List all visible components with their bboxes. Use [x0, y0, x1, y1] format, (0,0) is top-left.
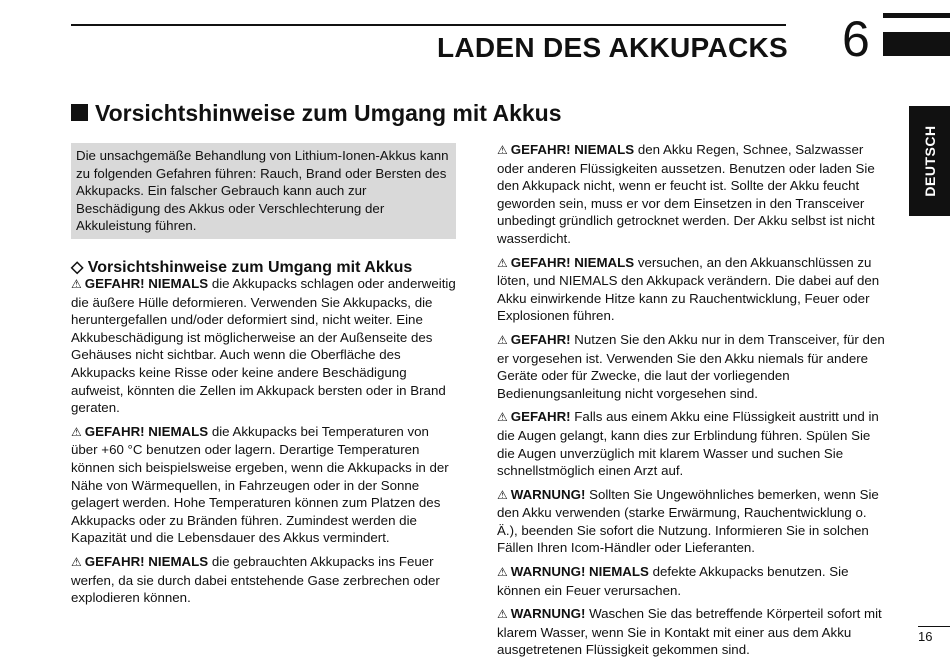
- warning-text: versuchen, an den Akkuanschlüssen zu löten, und NIEMALS den Akkupack verändern. Die dabei auf den Akku einwirkende Hitze kann zu Rauchentwicklung, Feuer oder Explosionen führen.: [497, 254, 880, 324]
- warning-text: die Akkupacks schlagen oder anderweitig die äußere Hülle deformieren. Verwenden Sie Akkupacks, die heruntergefallen und/oder deformiert sind, nicht weiter. Eine Akkubeschädigung ist möglicherweise an der Außenseite des Gehäuses nicht sichtbar. Auch wenn die Oberfläche des Akkupacks keine Risse oder keine andere Beschädigung aufweist, könnten die Zellen im Akkupack bersten oder in Brand geraten.: [71, 276, 456, 416]
- right-column: [497, 141, 886, 665]
- warning-paragraph: [71, 275, 457, 417]
- warning-text: den Akku Regen, Schnee, Salzwasser oder anderen Flüssigkeiten aussetzen. Benutzen oder laden Sie den Akkupack nicht, wenn er feucht ist. Sollte der Akku feucht geworden sein, muss er vor dem Einsetzen in den Transceiver unbedingt gründlich getrocknet werden. Der Akku selbst ist nicht wasserdicht.: [497, 142, 875, 246]
- warning-paragraph: [71, 423, 457, 547]
- warning-text: defekte Akkupacks benutzen. Sie können ein Feuer verursachen.: [497, 564, 849, 598]
- warning-lead: GEFAHR!: [510, 331, 571, 347]
- warning-icon: ⚠: [497, 565, 508, 580]
- warning-lead: GEFAHR! NIEMALS: [510, 254, 635, 270]
- warning-text: Waschen Sie das betreffende Körperteil sofort mit klarem Wasser, wenn Sie in Kontakt mit einer aus dem Akku ausgetretenen Flüssigkeit gekommen sind.: [497, 606, 882, 658]
- warning-text: die gebrauchten Akkupacks ins Feuer werfen, da sie durch dabei entstehende Gase zerbrechen oder explodieren können.: [71, 553, 440, 606]
- warning-icon: ⚠: [71, 554, 82, 569]
- warning-paragraph: [497, 605, 886, 659]
- language-tab: [909, 106, 950, 216]
- header-rule: [71, 24, 786, 26]
- left-column: [71, 275, 457, 613]
- chapter-number: 6: [842, 11, 870, 67]
- footer-rule: [918, 626, 950, 627]
- warning-paragraph: [497, 254, 886, 325]
- warning-text: die Akkupacks bei Temperaturen von über +60 °C benutzen oder lagern. Derartige Temperaturen können sich beispielsweise ergeben, wenn die Akkupacks in der Nähe von Wärmequellen, in Fahrzeugen oder in der Sonne gelagert werden. Hohe Temperaturen können zum Platzen des Akkupacks oder zu Bränden führen. Zumindest werden die Kapazität und die Lebensdauer des Akkus vermindert.: [71, 423, 449, 546]
- chapter-bar-thin: [883, 13, 950, 18]
- chapter-title: LADEN DES AKKUPACKS: [436, 32, 788, 63]
- warning-lead: GEFAHR! NIEMALS: [84, 553, 209, 569]
- warning-icon: ⚠: [497, 255, 508, 270]
- warning-paragraph: [71, 553, 457, 607]
- warning-icon: ⚠: [497, 607, 508, 622]
- warning-paragraph: [497, 331, 886, 402]
- warning-paragraph: [497, 141, 886, 248]
- warning-lead: GEFAHR! NIEMALS: [84, 276, 209, 291]
- warning-lead: GEFAHR! NIEMALS: [510, 142, 635, 157]
- warning-paragraph: [497, 486, 886, 557]
- warning-lead: WARNUNG!: [510, 606, 586, 622]
- warning-text: Nutzen Sie den Akku nur in dem Transceiver, für den er vorgesehen ist. Verwenden Sie den Akku niemals für andere Geräte oder für Zwecke, die laut der vorliegenden Bedienungsanleitung nicht vorgesehen sind.: [497, 331, 885, 401]
- warning-icon: ⚠: [71, 424, 82, 439]
- warning-lead: GEFAHR! NIEMALS: [84, 423, 209, 439]
- warning-lead: WARNUNG!: [510, 486, 586, 502]
- warning-icon: ⚠: [497, 332, 508, 347]
- warning-text: Falls aus einem Akku eine Flüssigkeit austritt und in die Augen gelangt, kann dies zur Erblindung führen. Spülen Sie die Augen unverzüglich mit klarem Wasser und suchen Sie schnellstmöglich einen Arzt auf.: [497, 409, 879, 479]
- warning-lead: GEFAHR!: [510, 409, 571, 425]
- warning-icon: ⚠: [497, 410, 508, 425]
- warning-paragraph: [497, 563, 886, 599]
- subsection-title-text: Vorsichtshinweise zum Umgang mit Akkus: [87, 259, 413, 276]
- warning-paragraph: [497, 408, 886, 479]
- diamond-icon: ◇: [71, 259, 84, 276]
- warning-lead: WARNUNG! NIEMALS: [510, 564, 649, 580]
- chapter-bar: [883, 32, 950, 56]
- intro-box: Die unsachgemäße Behandlung von Lithium-Ionen-Akkus kann zu folgenden Gefahren führen: Rauch, Brand oder Bersten des Akkupacks. Ein falscher Gebrauch kann auch zur Beschädigung des Akkus oder Verschlechterung der Akkuleistung führen.: [71, 143, 456, 239]
- warning-icon: ⚠: [71, 277, 82, 291]
- warning-icon: ⚠: [497, 487, 508, 502]
- square-bullet-icon: [71, 104, 88, 121]
- section-title-text: Vorsichtshinweise zum Umgang mit Akkus: [95, 100, 562, 126]
- language-tab-label: DEUTSCH: [921, 125, 938, 197]
- warning-text: Sollten Sie Ungewöhnliches bemerken, wenn Sie den Akku verwenden (starke Erwärmung, Rauchentwicklung o. Ä.), beenden Sie sofort die Nutzung. Informieren Sie in solchen Fällen Ihren Icom-Händler oder Lieferanten.: [497, 486, 879, 556]
- subsection-title: [71, 257, 412, 277]
- warning-icon: ⚠: [497, 143, 508, 157]
- section-title: [71, 100, 562, 127]
- page-number: 16: [918, 629, 933, 644]
